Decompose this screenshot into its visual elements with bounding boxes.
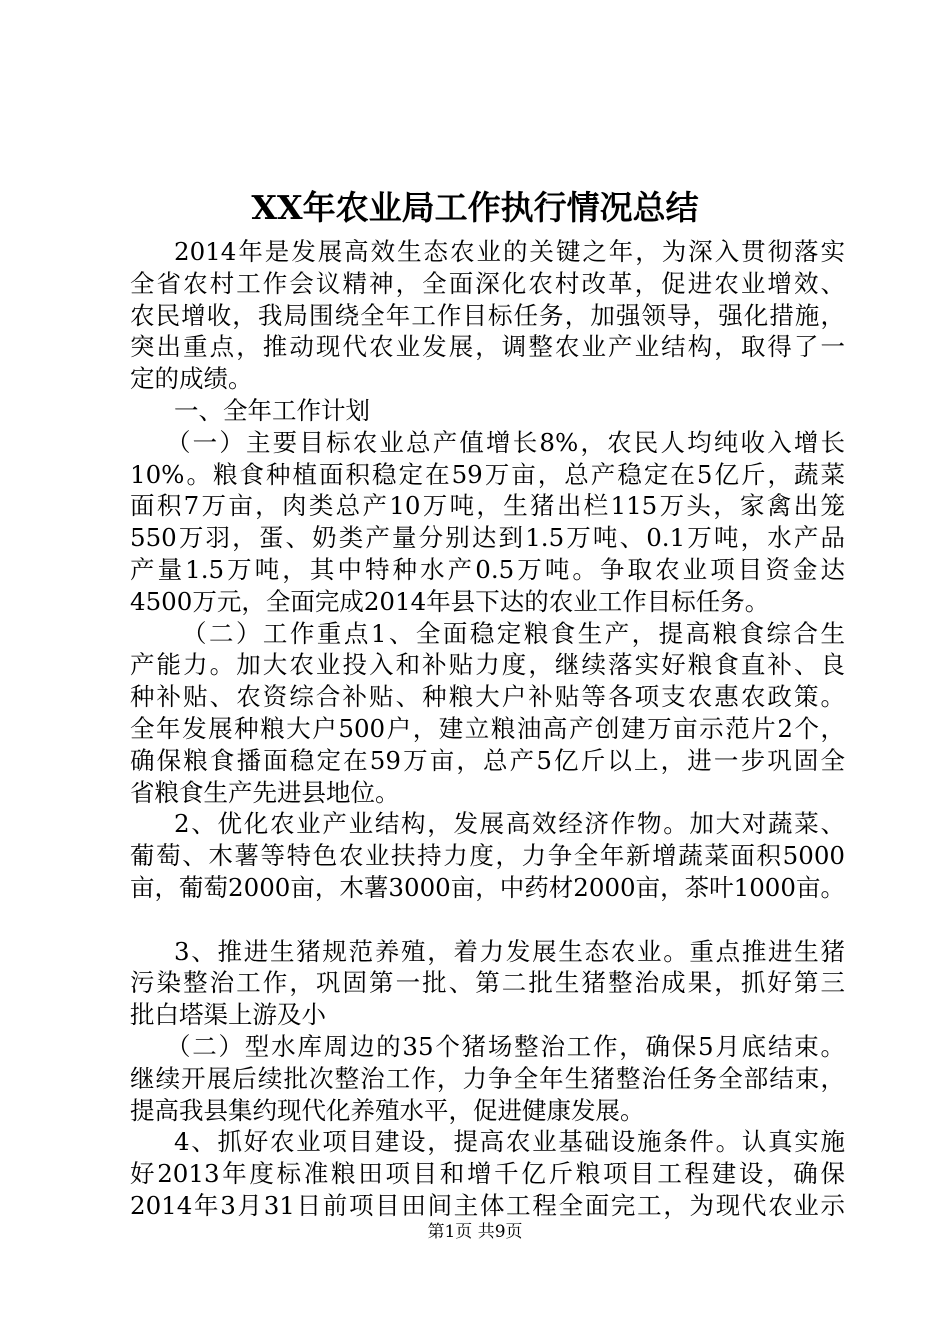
text-line: 全省农村工作会议精神，全面深化农村改革，促进农业增效、: [130, 268, 845, 298]
text-line: 产能力。加大农业投入和补贴力度，继续落实好粮食直补、良: [130, 650, 845, 680]
text-line: 产量1.5万吨，其中特种水产0.5万吨。争取农业项目资金达: [130, 554, 845, 584]
text-line: 2、优化农业产业结构，发展高效经济作物。加大对蔬菜、: [174, 809, 845, 839]
text-line: 农民增收，我局围绕全年工作目标任务，加强领导，强化措施，: [130, 300, 845, 330]
text-line: 2014年是发展高效生态农业的关键之年，为深入贯彻落实: [174, 237, 845, 266]
text-line: 种补贴、农资综合补贴、种粮大户补贴等各项支农惠农政策。: [130, 682, 845, 712]
text-line: 确保粮食播面稳定在59万亩，总产5亿斤以上，进一步巩固全: [130, 745, 845, 775]
text-line: 葡萄、木薯等特色农业扶持力度，力争全年新增蔬菜面积5000: [130, 841, 845, 871]
text-line: 4、抓好农业项目建设，提高农业基础设施条件。认真实施: [174, 1127, 845, 1157]
text-line: 全年发展种粮大户500户，建立粮油高产创建万亩示范片2个，: [130, 713, 845, 743]
text-line: 亩，葡萄2000亩，木薯3000亩，中药材2000亩，茶叶1000亩。: [130, 872, 845, 902]
text-line: 面积7万亩，肉类总产10万吨，生猪出栏115万头，家禽出笼: [130, 491, 845, 521]
text-line: 批白塔渠上游及小: [130, 1000, 326, 1030]
text-line: 突出重点，推动现代农业发展，调整农业产业结构，取得了一: [130, 332, 845, 362]
section-heading: 一、全年工作计划: [174, 395, 370, 425]
text-line: 10%。粮食种植面积稳定在59万亩，总产稳定在5亿斤，蔬菜: [130, 459, 845, 489]
text-line: （一）主要目标农业总产值增长8%，农民人均纯收入增长: [166, 427, 845, 457]
text-line: 550万羽，蛋、奶类产量分别达到1.5万吨、0.1万吨，水产品: [130, 523, 845, 553]
text-line: （二）型水库周边的35个猪场整治工作，确保5月底结束。: [166, 1031, 845, 1061]
text-line: 2014年3月31日前项目田间主体工程全面完工，为现代农业示: [130, 1190, 845, 1220]
document-body: [130, 236, 845, 1222]
text-line: 提高我县集约现代化养殖水平，促进健康发展。: [130, 1095, 645, 1125]
text-line: 3、推进生猪规范养殖，着力发展生态农业。重点推进生猪: [174, 936, 845, 966]
text-line: 4500万元，全面完成2014年县下达的农业工作目标任务。: [130, 586, 770, 616]
page-number-footer: 第1页 共9页: [427, 1222, 523, 1242]
text-line: 省粮食生产先进县地位。: [130, 777, 400, 807]
page-title: XX年农业局工作执行情况总结: [251, 188, 699, 227]
text-line: 好2013年度标准粮田项目和增千亿斤粮项目工程建设，确保: [130, 1159, 845, 1189]
text-line: 污染整治工作，巩固第一批、第二批生猪整治成果，抓好第三: [130, 968, 845, 998]
text-line: 继续开展后续批次整治工作，力争全年生猪整治任务全部结束，: [130, 1063, 845, 1093]
paragraph-gap: [130, 904, 845, 936]
text-line: （二）工作重点1、全面稳定粮食生产，提高粮食综合生: [182, 618, 845, 648]
text-line: 定的成绩。: [130, 364, 253, 394]
